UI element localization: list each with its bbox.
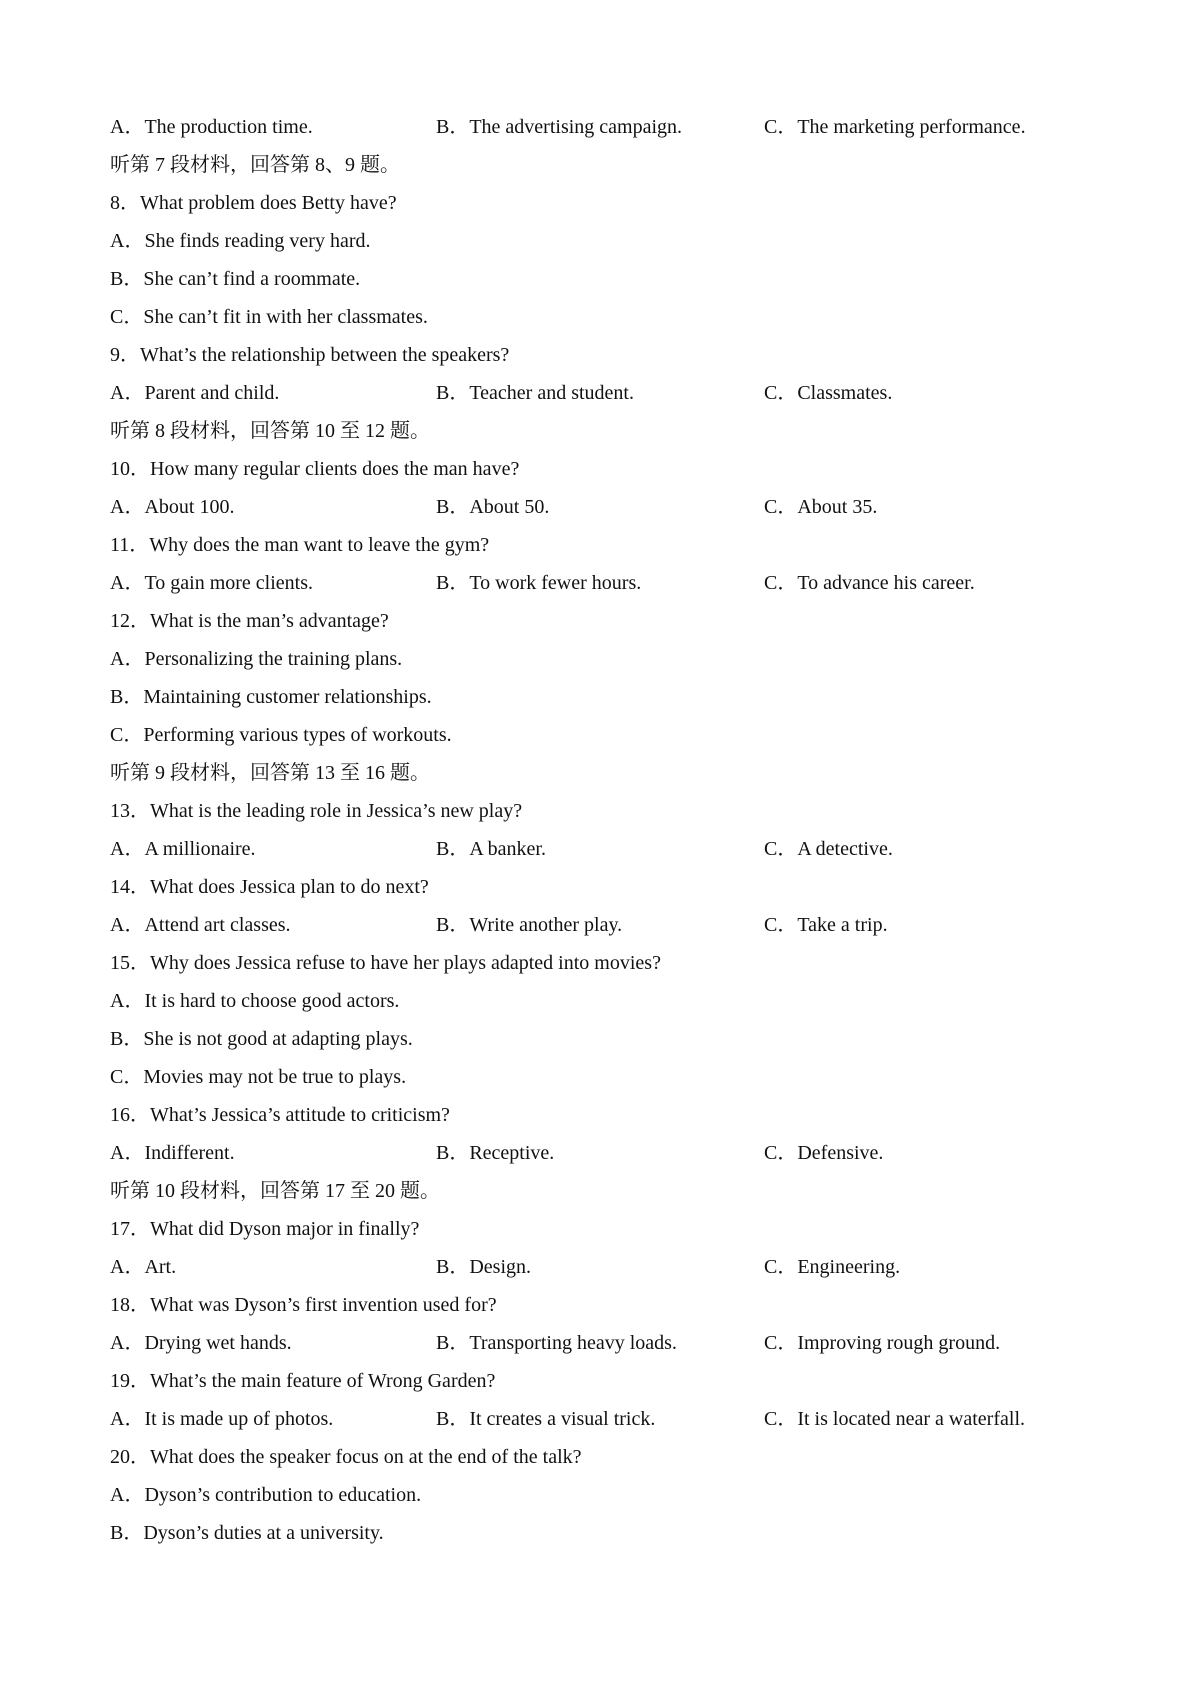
option-b: B．About 50. xyxy=(436,496,550,518)
question-text: 14．What does Jessica plan to do next? xyxy=(110,876,429,898)
option-c: C．It is located near a waterfall. xyxy=(764,1408,1025,1430)
option-b: B．A banker. xyxy=(436,838,546,860)
answer-option: A．Personalizing the training plans. xyxy=(110,648,403,670)
option-a: A．Attend art classes. xyxy=(110,914,291,936)
option-b: B．Design. xyxy=(436,1256,531,1278)
section-instruction: 听第 7 段材料，回答第 8、9 题。 xyxy=(110,154,400,176)
option-b: B．Receptive. xyxy=(436,1142,555,1164)
option-c: C．About 35. xyxy=(764,496,878,518)
option-a: A．Indifferent. xyxy=(110,1142,235,1164)
answer-option: C．Movies may not be true to plays. xyxy=(110,1066,407,1088)
option-a: A．Drying wet hands. xyxy=(110,1332,292,1354)
answer-option: A．It is hard to choose good actors. xyxy=(110,990,400,1012)
answer-option: B．Maintaining customer relationships. xyxy=(110,686,432,708)
option-c: C．A detective. xyxy=(764,838,893,860)
option-c: C．Classmates. xyxy=(764,382,893,404)
question-text: 18．What was Dyson’s first invention used for? xyxy=(110,1294,497,1316)
option-b: B．Teacher and student. xyxy=(436,382,634,404)
answer-option: C．Performing various types of workouts. xyxy=(110,724,452,746)
question-text: 19．What’s the main feature of Wrong Garden? xyxy=(110,1370,496,1392)
question-text: 16．What’s Jessica’s attitude to criticism? xyxy=(110,1104,450,1126)
answer-option: B．She is not good at adapting plays. xyxy=(110,1028,413,1050)
option-b: B．To work fewer hours. xyxy=(436,572,642,594)
option-a: A．About 100. xyxy=(110,496,235,518)
question-text: 13．What is the leading role in Jessica’s new play? xyxy=(110,800,523,822)
question-text: 15．Why does Jessica refuse to have her plays adapted into movies? xyxy=(110,952,661,974)
section-instruction: 听第 8 段材料，回答第 10 至 12 题。 xyxy=(110,420,430,442)
option-b: B．The advertising campaign. xyxy=(436,116,683,138)
option-c: C．Engineering. xyxy=(764,1256,901,1278)
option-a: A．A millionaire. xyxy=(110,838,256,860)
option-c: C．Take a trip. xyxy=(764,914,888,936)
section-instruction: 听第 9 段材料，回答第 13 至 16 题。 xyxy=(110,762,430,784)
option-c: C．To advance his career. xyxy=(764,572,975,594)
question-text: 8．What problem does Betty have? xyxy=(110,192,397,214)
option-a: A．The production time. xyxy=(110,116,313,138)
option-a: A．Parent and child. xyxy=(110,382,280,404)
question-text: 12．What is the man’s advantage? xyxy=(110,610,389,632)
answer-option: B．She can’t find a roommate. xyxy=(110,268,361,290)
option-a: A．To gain more clients. xyxy=(110,572,313,594)
option-c: C．Defensive. xyxy=(764,1142,884,1164)
option-c: C．Improving rough ground. xyxy=(764,1332,1001,1354)
section-instruction: 听第 10 段材料，回答第 17 至 20 题。 xyxy=(110,1180,440,1202)
option-a: A．It is made up of photos. xyxy=(110,1408,334,1430)
question-text: 17．What did Dyson major in finally? xyxy=(110,1218,420,1240)
question-text: 9．What’s the relationship between the speakers? xyxy=(110,344,510,366)
option-b: B．Write another play. xyxy=(436,914,623,936)
question-text: 20．What does the speaker focus on at the end of the talk? xyxy=(110,1446,582,1468)
question-text: 10．How many regular clients does the man have? xyxy=(110,458,520,480)
answer-option: C．She can’t fit in with her classmates. xyxy=(110,306,428,328)
answer-option: A．Dyson’s contribution to education. xyxy=(110,1484,422,1506)
option-a: A．Art. xyxy=(110,1256,177,1278)
question-text: 11．Why does the man want to leave the gym? xyxy=(110,534,490,556)
answer-option: B．Dyson’s duties at a university. xyxy=(110,1522,384,1544)
option-b: B．Transporting heavy loads. xyxy=(436,1332,677,1354)
answer-option: A．She finds reading very hard. xyxy=(110,230,371,252)
option-c: C．The marketing performance. xyxy=(764,116,1026,138)
option-b: B．It creates a visual trick. xyxy=(436,1408,656,1430)
